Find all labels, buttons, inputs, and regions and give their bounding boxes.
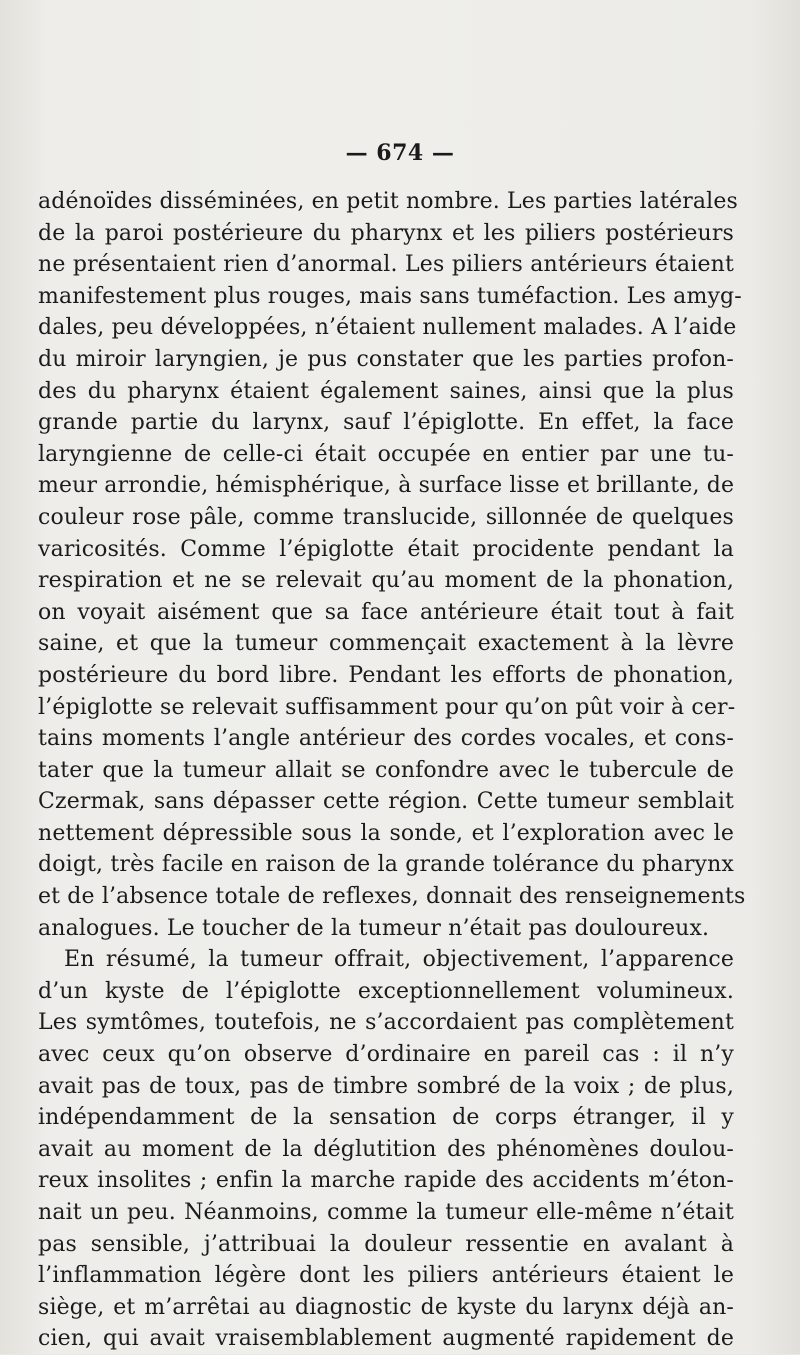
text-line: des du pharynx étaient également saines, ainsi que la plus	[38, 378, 734, 404]
text-line: Czermak, sans dépasser cette région. Cette tumeur semblait	[38, 789, 734, 815]
text-line: varicosités. Comme l’épiglotte était procidente pendant la	[38, 536, 734, 562]
text-line: adénoïdes disséminées, en petit nombre. Les parties latérales	[38, 189, 738, 214]
body-text	[38, 186, 746, 1355]
text-line: saine, et que la tumeur commençait exactement à la lèvre	[38, 631, 734, 657]
text-line: indépendamment de la sensation de corps étranger, il y	[38, 1105, 734, 1131]
text-line: tater que la tumeur allait se confondre avec le tubercule de	[38, 757, 734, 783]
text-line: tains moments l’angle antérieur des cordes vocales, et cons-	[38, 726, 734, 752]
text-line: dales, peu développées, n’étaient nullement malades. A l’aide	[38, 315, 737, 341]
text-line: avait pas de toux, pas de timbre sombré de la voix ; de plus,	[38, 1073, 734, 1099]
text-line: du miroir laryngien, je pus constater que les parties profon-	[38, 346, 734, 372]
text-line: nait un peu. Néanmoins, comme la tumeur elle-même n’était	[38, 1200, 734, 1225]
text-line: cien, qui avait vraisemblablement augmenté rapidement de	[38, 1326, 734, 1352]
text-line: meur arrondie, hémisphérique, à surface lisse et brillante, de	[38, 473, 735, 499]
text-line: avait au moment de la déglutition des phénomènes doulou-	[38, 1136, 734, 1162]
text-line: postérieure du bord libre. Pendant les efforts de phonation,	[38, 662, 734, 688]
text-line: avec ceux qu’on observe d’ordinaire en pareil cas : il n’y	[38, 1042, 734, 1068]
paragraph-end-line: analogues. Le toucher de la tumeur n’était pas douloureux.	[38, 915, 710, 941]
text-line: de la paroi postérieure du pharynx et les piliers postérieurs	[38, 220, 734, 246]
text-line: et de l’absence totale de reflexes, donnait des renseignements	[38, 884, 746, 910]
text-line: l’inflammation légère dont les piliers antérieurs étaient le	[38, 1263, 734, 1289]
text-line: siège, et m’arrêtai au diagnostic de kyste du larynx déjà an-	[38, 1294, 734, 1320]
text-line: l’épiglotte se relevait suffisamment pour qu’on pût voir à cer-	[38, 694, 736, 720]
page-number: — 674 —	[345, 140, 455, 166]
text-line: on voyait aisément que sa face antérieure était tout à fait	[38, 599, 734, 625]
text-line: pas sensible, j’attribuai la douleur ressentie en avalant à	[38, 1231, 734, 1257]
text-line: reux insolites ; enfin la marche rapide des accidents m’éton-	[38, 1168, 734, 1194]
text-line: couleur rose pâle, comme translucide, sillonnée de quelques	[38, 504, 734, 530]
text-line: respiration et ne se relevait qu’au moment de la phonation,	[38, 568, 734, 594]
text-line: nettement dépressible sous la sonde, et l’exploration avec le	[38, 820, 734, 846]
text-line: Les symtômes, toutefois, ne s’accordaient pas complètement	[38, 1010, 734, 1036]
paragraph-start-line: En résumé, la tumeur offrait, objectivement, l’apparence	[64, 947, 734, 973]
text-line: d’un kyste de l’épiglotte exceptionnellement volumineux.	[38, 978, 734, 1004]
text-line: laryngienne de celle-ci était occupée en entier par une tu-	[38, 441, 734, 467]
text-line: grande partie du larynx, sauf l’épiglotte. En effet, la face	[38, 410, 734, 436]
text-line: manifestement plus rouges, mais sans tuméfaction. Les amyg-	[38, 283, 742, 309]
text-line: doigt, très facile en raison de la grande tolérance du pharynx	[38, 852, 734, 878]
text-line: ne présentaient rien d’anormal. Les piliers antérieurs étaient	[38, 252, 734, 278]
